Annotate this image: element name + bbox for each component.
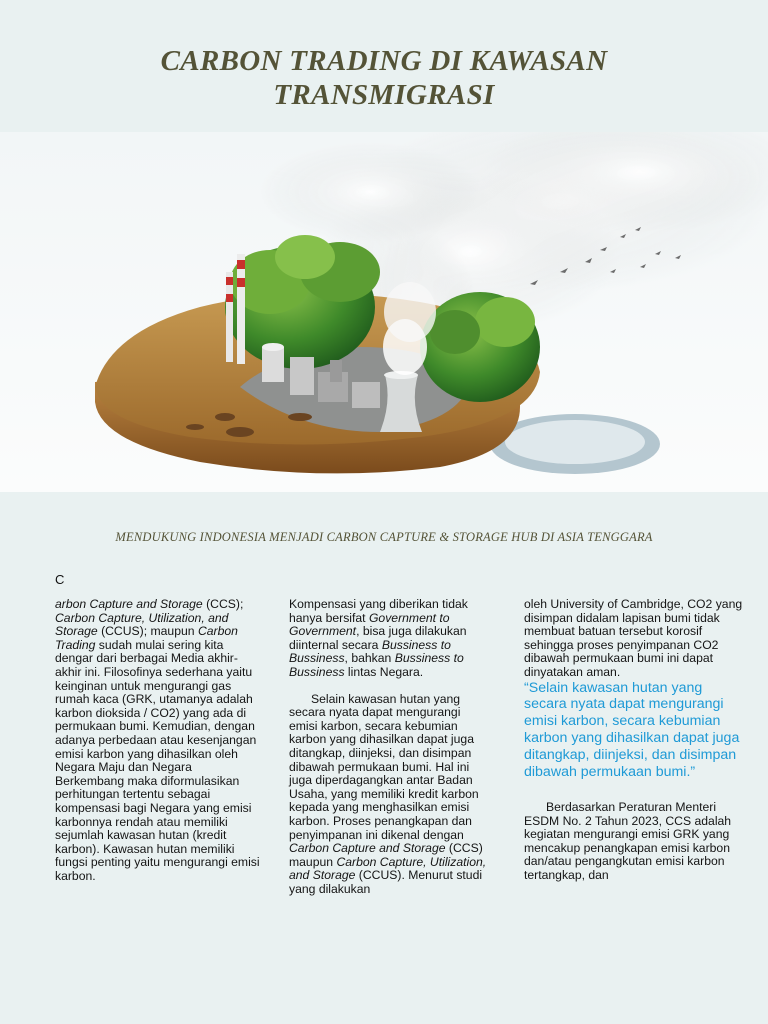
article-column-2 bbox=[289, 598, 489, 896]
col2-paragraph-1: Kompensasi yang diberikan tidak hanya bersifat Government to Government, bisa juga dilakukan diinternal secara Bussiness to Bussiness, bahkan Bussiness to Bussiness lintas Negara. bbox=[289, 597, 468, 679]
article-column-3 bbox=[524, 598, 746, 883]
article-column-1 bbox=[55, 598, 260, 883]
title-line-2: TRANSMIGRASI bbox=[273, 79, 495, 111]
col1-paragraph: arbon Capture and Storage (CCS); Carbon Capture, Utilization, and Storage (CCUS); maupun Carbon Trading sudah mulai sering kita dengar dari berbagai Media akhir-akhir ini. Filosofinya sederhana yaitu keinginan untuk mengurangi gas rumah kaca (GRK, utamanya adalah karbon dioksida / CO2) yang ada di permukaan bumi. Kemudian, dengan adanya perbedaan atau kesenjangan emisi karbon yang dihasilkan oleh Negara Maju dan Negara Berkembang maka diformulasikan perhitungan tertentu sebagai kompensasi bagi Negara yang emisi karbonnya rendah atau memiliki sejumlah kawasan hutan (kredit karbon). Kawasan hutan memiliki fungsi penting yaitu mengurangi emisi karbon. bbox=[55, 597, 260, 883]
forest-right bbox=[420, 292, 540, 402]
title-line-1: CARBON TRADING DI KAWASAN bbox=[160, 45, 608, 77]
col3-paragraph-1: oleh University of Cambridge, CO2 yang disimpan didalam lapisan bumi tidak membuat batuan tersebut korosif sehingga proses penyimpanan CO2 dibawah permukaan bumi ini dapat dinyatakan aman. bbox=[524, 597, 743, 679]
pull-quote: “Selain kawasan hutan yang secara nyata dapat mengurangi emisi karbon, secara kebumian karbon yang dihasilkan dapat juga ditangkap, diinjeksi, dan disimpan dibawah permukaan bumi.” bbox=[524, 679, 740, 781]
page-title bbox=[0, 44, 768, 112]
hero-illustration bbox=[0, 132, 768, 492]
subtitle: MENDUKUNG INDONESIA MENJADI CARBON CAPTURE & STORAGE HUB DI ASIA TENGGARA bbox=[115, 530, 653, 544]
col2-paragraph-2: Selain kawasan hutan yang secara nyata dapat mengurangi emisi karbon, secara kebumian karbon yang dihasilkan dapat juga ditangkap, diinjeksi, dan disimpan dibawah permukaan bumi. Hal ini juga diperdagangkan antar Badan Usaha, yang memiliki kredit karbon kepada yang menghasilkan emisi karbon. Proses penangkapan dan penyimpanan ini dikenal dengan Carbon Capture and Storage (CCS) maupun Carbon Capture, Utilization, and Storage (CCUS). Menurut studi yang dilakukan bbox=[289, 691, 487, 896]
dropcap-letter: C bbox=[55, 572, 65, 587]
col3-paragraph-2: Berdasarkan Peraturan Menteri ESDM No. 2 Tahun 2023, CCS adalah kegiatan mengurangi emisi GRK yang mencakup penangkapan emisi karbon dan/atau pengangkutan emisi karbon tertangkap, dan bbox=[524, 800, 732, 882]
